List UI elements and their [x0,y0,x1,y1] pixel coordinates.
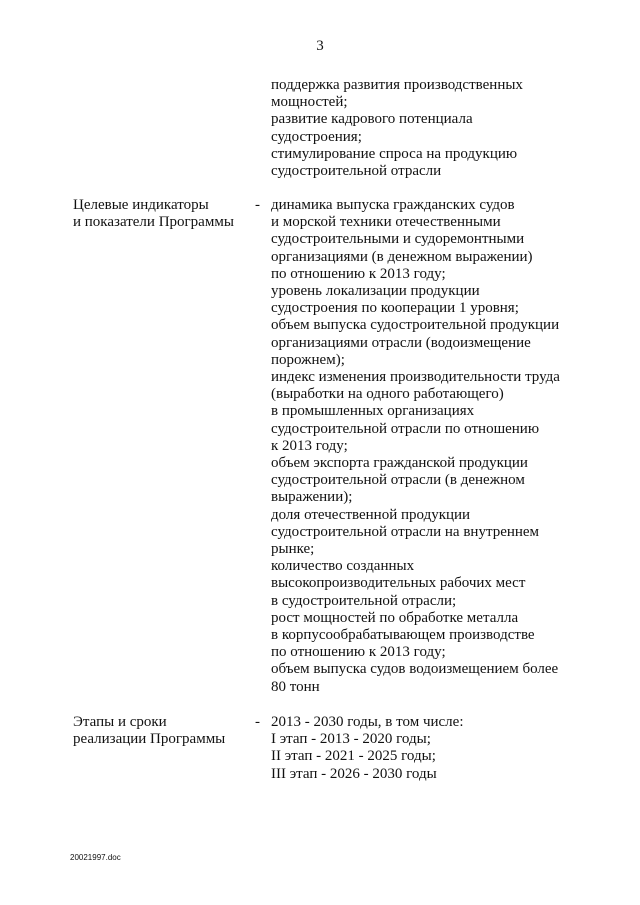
goal-line: развитие кадрового потенциала [271,111,473,128]
stages-list [271,714,464,783]
stage-line: II этап - 2021 - 2025 годы; [271,748,436,765]
goal-line: стимулирование спроса на продукцию [271,145,518,162]
indicator-line: уровень локализации продукции [271,283,480,300]
stages-dash: - [255,714,260,730]
indicator-line: судостроительной отрасли на внутреннем [271,523,540,540]
indicator-line: судостроительными и судоремонтными [271,231,525,248]
stage-line: III этап - 2026 - 2030 годы [271,765,437,782]
indicator-line: индекс изменения производительности труда [271,369,560,386]
indicator-line: судостроения по кооперации 1 уровня; [271,300,519,317]
indicators-dash: - [255,197,260,213]
indicator-line: рост мощностей по обработке металла [271,609,519,626]
goal-line: поддержка развития производственных [271,77,523,93]
indicator-line: по отношению к 2013 году; [271,265,446,282]
stage-line: 2013 - 2030 годы, в том числе: [271,714,464,730]
indicator-line: высокопроизводительных рабочих мест [271,575,526,592]
indicator-line: в судостроительной отрасли; [271,592,457,609]
stages-label-line: Этапы и сроки [73,714,167,730]
stage-line: I этап - 2013 - 2020 годы; [271,731,431,748]
goal-line: мощностей; [271,94,348,111]
indicator-line: выражении); [271,489,353,506]
indicator-line: динамика выпуска гражданских судов [271,197,515,213]
indicator-line: 80 тонн [271,678,320,695]
indicators-label [73,197,234,231]
indicator-line: (выработки на одного работающего) [271,386,504,403]
goal-line: судостроительной отрасли [271,163,442,180]
indicator-line: судостроительной отрасли по отношению [271,420,540,437]
indicator-line: в промышленных организациях [271,403,475,420]
indicators-label-line: Целевые индикаторы [73,197,209,213]
indicator-line: доля отечественной продукции [271,506,471,523]
indicator-line: судостроительной отрасли (в денежном [271,472,525,489]
goals-continued-list [271,77,523,180]
indicator-line: и морской техники отечественными [271,214,501,231]
page-number: 3 [316,38,324,54]
indicator-line: к 2013 году; [271,437,348,454]
indicator-line: организациями отрасли (водоизмещение [271,334,531,351]
indicator-line: объем выпуска судостроительной продукции [271,317,560,334]
indicator-line: объем экспорта гражданской продукции [271,455,528,472]
goal-line: судостроения; [271,128,362,145]
indicator-line: в корпусообрабатывающем производстве [271,627,535,644]
stages-label [73,714,225,748]
indicator-line: по отношению к 2013 году; [271,644,446,661]
indicator-line: рынке; [271,541,315,558]
indicator-line: порожнем); [271,351,345,368]
document-filename: 20021997.doc [70,853,121,862]
stages-label-line: реализации Программы [73,731,226,748]
indicators-label-line: и показатели Программы [73,214,234,231]
indicators-list [271,197,560,696]
indicator-line: организациями (в денежном выражении) [271,248,533,265]
indicator-line: объем выпуска судов водоизмещением более [271,661,559,678]
indicator-line: количество созданных [271,558,415,575]
